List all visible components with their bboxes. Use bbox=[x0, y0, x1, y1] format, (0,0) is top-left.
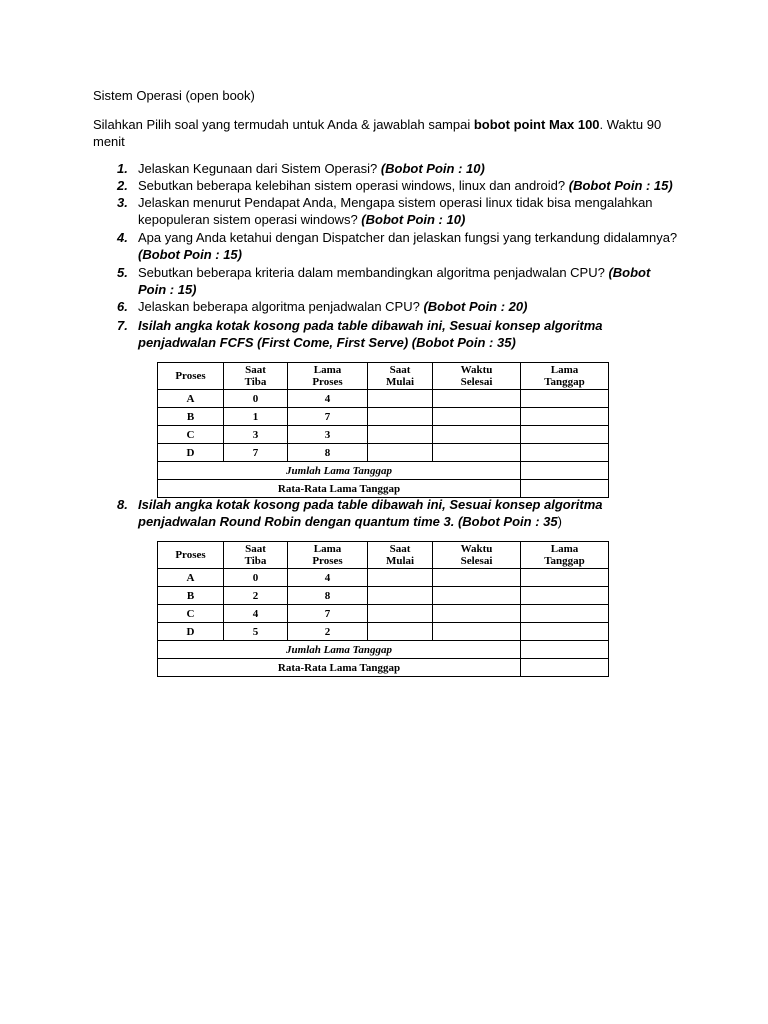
cell-proses: D bbox=[158, 444, 224, 462]
question-body: Jelaskan beberapa algoritma penjadwalan CPU? bbox=[138, 299, 424, 314]
cell-lama-proses: 4 bbox=[288, 390, 368, 408]
cell-saat-tiba: 3 bbox=[224, 426, 288, 444]
cell-lama-proses: 3 bbox=[288, 426, 368, 444]
header-line: Selesai bbox=[460, 555, 493, 567]
cell-saat-tiba: 0 bbox=[224, 390, 288, 408]
cell-lama-proses: 4 bbox=[288, 569, 368, 587]
cell-lama-tanggap bbox=[521, 587, 609, 605]
instructions-bold: bobot point Max 100 bbox=[473, 117, 600, 132]
header-proses bbox=[158, 542, 224, 569]
header-line: Proses bbox=[175, 370, 206, 382]
header-proses bbox=[158, 363, 224, 390]
average-value bbox=[521, 480, 609, 498]
average-row bbox=[158, 480, 609, 498]
header-line: Proses bbox=[312, 555, 343, 567]
cell-saat-tiba: 1 bbox=[224, 408, 288, 426]
cell-saat-tiba: 0 bbox=[224, 569, 288, 587]
question-text bbox=[138, 160, 688, 177]
header-line: Lama bbox=[313, 543, 342, 555]
table-row bbox=[158, 444, 609, 462]
cell-saat-mulai bbox=[368, 605, 433, 623]
cell-saat-tiba: 2 bbox=[224, 587, 288, 605]
cell-waktu-selesai bbox=[433, 569, 521, 587]
question-points: (Bobot Poin : 10) bbox=[361, 212, 466, 227]
header-line: Tanggap bbox=[544, 555, 585, 567]
question-number: 8. bbox=[117, 497, 128, 512]
cell-waktu-selesai bbox=[433, 444, 521, 462]
sum-row bbox=[158, 462, 609, 480]
cell-waktu-selesai bbox=[433, 426, 521, 444]
round-robin-table bbox=[157, 541, 609, 677]
question-text bbox=[138, 496, 673, 530]
cell-lama-tanggap bbox=[521, 444, 609, 462]
cell-saat-mulai bbox=[368, 623, 433, 641]
sum-row bbox=[158, 641, 609, 659]
header-line: Mulai bbox=[385, 376, 415, 388]
header-saat-mulai bbox=[368, 542, 433, 569]
table-row bbox=[158, 569, 609, 587]
cell-lama-tanggap bbox=[521, 426, 609, 444]
cell-proses: C bbox=[158, 605, 224, 623]
question-number: 4. bbox=[117, 230, 128, 245]
header-line: Mulai bbox=[385, 555, 415, 567]
header-line: Tiba bbox=[244, 555, 267, 567]
table-row bbox=[158, 426, 609, 444]
question-text bbox=[138, 298, 688, 315]
cell-saat-mulai bbox=[368, 587, 433, 605]
question-body: Jelaskan Kegunaan dari Sistem Operasi? bbox=[138, 161, 381, 176]
question-text bbox=[138, 229, 678, 263]
table-header-row bbox=[158, 542, 609, 569]
cell-saat-tiba: 4 bbox=[224, 605, 288, 623]
cell-proses: B bbox=[158, 408, 224, 426]
question-body: Sebutkan beberapa kriteria dalam membandingkan algoritma penjadwalan CPU? bbox=[138, 265, 609, 280]
cell-proses: C bbox=[158, 426, 224, 444]
question-body: Apa yang Anda ketahui dengan Dispatcher dan jelaskan fungsi yang terkandung didalamnya? bbox=[138, 230, 678, 245]
question-number: 7. bbox=[117, 318, 128, 333]
cell-waktu-selesai bbox=[433, 623, 521, 641]
question-body: Jelaskan menurut Pendapat Anda, Mengapa sistem operasi linux tidak bisa mengalahkan kepopuleran sistem operasi windows? bbox=[138, 195, 653, 227]
question-number: 6. bbox=[117, 299, 128, 314]
question-number: 2. bbox=[117, 178, 128, 193]
table-row bbox=[158, 390, 609, 408]
cell-lama-proses: 7 bbox=[288, 605, 368, 623]
cell-saat-mulai bbox=[368, 390, 433, 408]
cell-proses: B bbox=[158, 587, 224, 605]
header-saat-tiba bbox=[224, 542, 288, 569]
header-lama-tanggap bbox=[521, 363, 609, 390]
header-line: Selesai bbox=[460, 376, 493, 388]
cell-proses: A bbox=[158, 390, 224, 408]
cell-lama-proses: 7 bbox=[288, 408, 368, 426]
question-points: (Bobot Poin : 20) bbox=[423, 299, 528, 314]
question-text bbox=[138, 194, 658, 228]
question-points: (Bobot Poin : 15) bbox=[138, 265, 651, 297]
header-lama-proses bbox=[288, 363, 368, 390]
table-header-row bbox=[158, 363, 609, 390]
header-line: Tanggap bbox=[544, 376, 585, 388]
question-text bbox=[138, 177, 688, 194]
cell-lama-tanggap bbox=[521, 623, 609, 641]
instructions-part2: . Waktu 90 menit bbox=[93, 117, 662, 149]
header-saat-mulai bbox=[368, 363, 433, 390]
average-label: Rata-Rata Lama Tanggap bbox=[158, 480, 521, 498]
cell-saat-mulai bbox=[368, 408, 433, 426]
instructions-part1: Silahkan Pilih soal yang termudah untuk Anda & jawablah sampai bbox=[93, 117, 474, 132]
header-line: Proses bbox=[312, 376, 343, 388]
question-text bbox=[138, 317, 673, 351]
question-tail: ) bbox=[557, 514, 562, 529]
header-lama-tanggap bbox=[521, 542, 609, 569]
document-title: Sistem Operasi (open book) bbox=[93, 88, 255, 103]
cell-proses: A bbox=[158, 569, 224, 587]
cell-proses: D bbox=[158, 623, 224, 641]
cell-lama-proses: 8 bbox=[288, 587, 368, 605]
header-line: Waktu bbox=[460, 543, 493, 555]
table-row bbox=[158, 587, 609, 605]
cell-lama-proses: 8 bbox=[288, 444, 368, 462]
header-line: Lama bbox=[550, 543, 579, 555]
header-line: Saat bbox=[245, 364, 266, 376]
cell-saat-tiba: 7 bbox=[224, 444, 288, 462]
header-line: Waktu bbox=[460, 364, 493, 376]
average-row bbox=[158, 659, 609, 677]
average-value bbox=[521, 659, 609, 677]
cell-waktu-selesai bbox=[433, 390, 521, 408]
sum-label: Jumlah Lama Tanggap bbox=[158, 641, 521, 659]
cell-waktu-selesai bbox=[433, 587, 521, 605]
sum-value bbox=[521, 462, 609, 480]
cell-waktu-selesai bbox=[433, 605, 521, 623]
cell-lama-proses: 2 bbox=[288, 623, 368, 641]
average-label: Rata-Rata Lama Tanggap bbox=[158, 659, 521, 677]
cell-waktu-selesai bbox=[433, 408, 521, 426]
table-row bbox=[158, 623, 609, 641]
header-line: Proses bbox=[175, 549, 206, 561]
cell-saat-mulai bbox=[368, 444, 433, 462]
header-line: Saat bbox=[389, 364, 411, 376]
question-points: (Bobot Poin : 15) bbox=[138, 247, 242, 262]
sum-label: Jumlah Lama Tanggap bbox=[158, 462, 521, 480]
header-lama-proses bbox=[288, 542, 368, 569]
instructions bbox=[93, 116, 693, 150]
question-points: Isilah angka kotak kosong pada table dibawah ini, Sesuai konsep algoritma penjadwalan FCFS (First Come, First Serve) (Bobot Poin : 35) bbox=[138, 318, 603, 350]
header-line: Saat bbox=[245, 543, 266, 555]
question-points: Isilah angka kotak kosong pada table dibawah ini, Sesuai konsep algoritma penjadwalan Round Robin dengan quantum time 3. (Bobot Poin : 35 bbox=[138, 497, 603, 529]
question-text bbox=[138, 264, 658, 298]
header-saat-tiba bbox=[224, 363, 288, 390]
cell-saat-mulai bbox=[368, 426, 433, 444]
cell-lama-tanggap bbox=[521, 408, 609, 426]
question-number: 5. bbox=[117, 265, 128, 280]
header-line: Tiba bbox=[244, 376, 267, 388]
cell-saat-mulai bbox=[368, 569, 433, 587]
fcfs-table bbox=[157, 362, 609, 498]
cell-lama-tanggap bbox=[521, 605, 609, 623]
header-waktu-selesai bbox=[433, 542, 521, 569]
header-line: Saat bbox=[389, 543, 411, 555]
sum-value bbox=[521, 641, 609, 659]
table-row bbox=[158, 408, 609, 426]
header-line: Lama bbox=[313, 364, 342, 376]
question-number: 1. bbox=[117, 161, 128, 176]
question-points: (Bobot Poin : 15) bbox=[568, 178, 673, 193]
cell-saat-tiba: 5 bbox=[224, 623, 288, 641]
question-body: Sebutkan beberapa kelebihan sistem operasi windows, linux dan android? bbox=[138, 178, 569, 193]
question-points: (Bobot Poin : 10) bbox=[380, 161, 485, 176]
table-row bbox=[158, 605, 609, 623]
cell-lama-tanggap bbox=[521, 569, 609, 587]
cell-lama-tanggap bbox=[521, 390, 609, 408]
question-number: 3. bbox=[117, 195, 128, 210]
header-line: Lama bbox=[550, 364, 579, 376]
header-waktu-selesai bbox=[433, 363, 521, 390]
